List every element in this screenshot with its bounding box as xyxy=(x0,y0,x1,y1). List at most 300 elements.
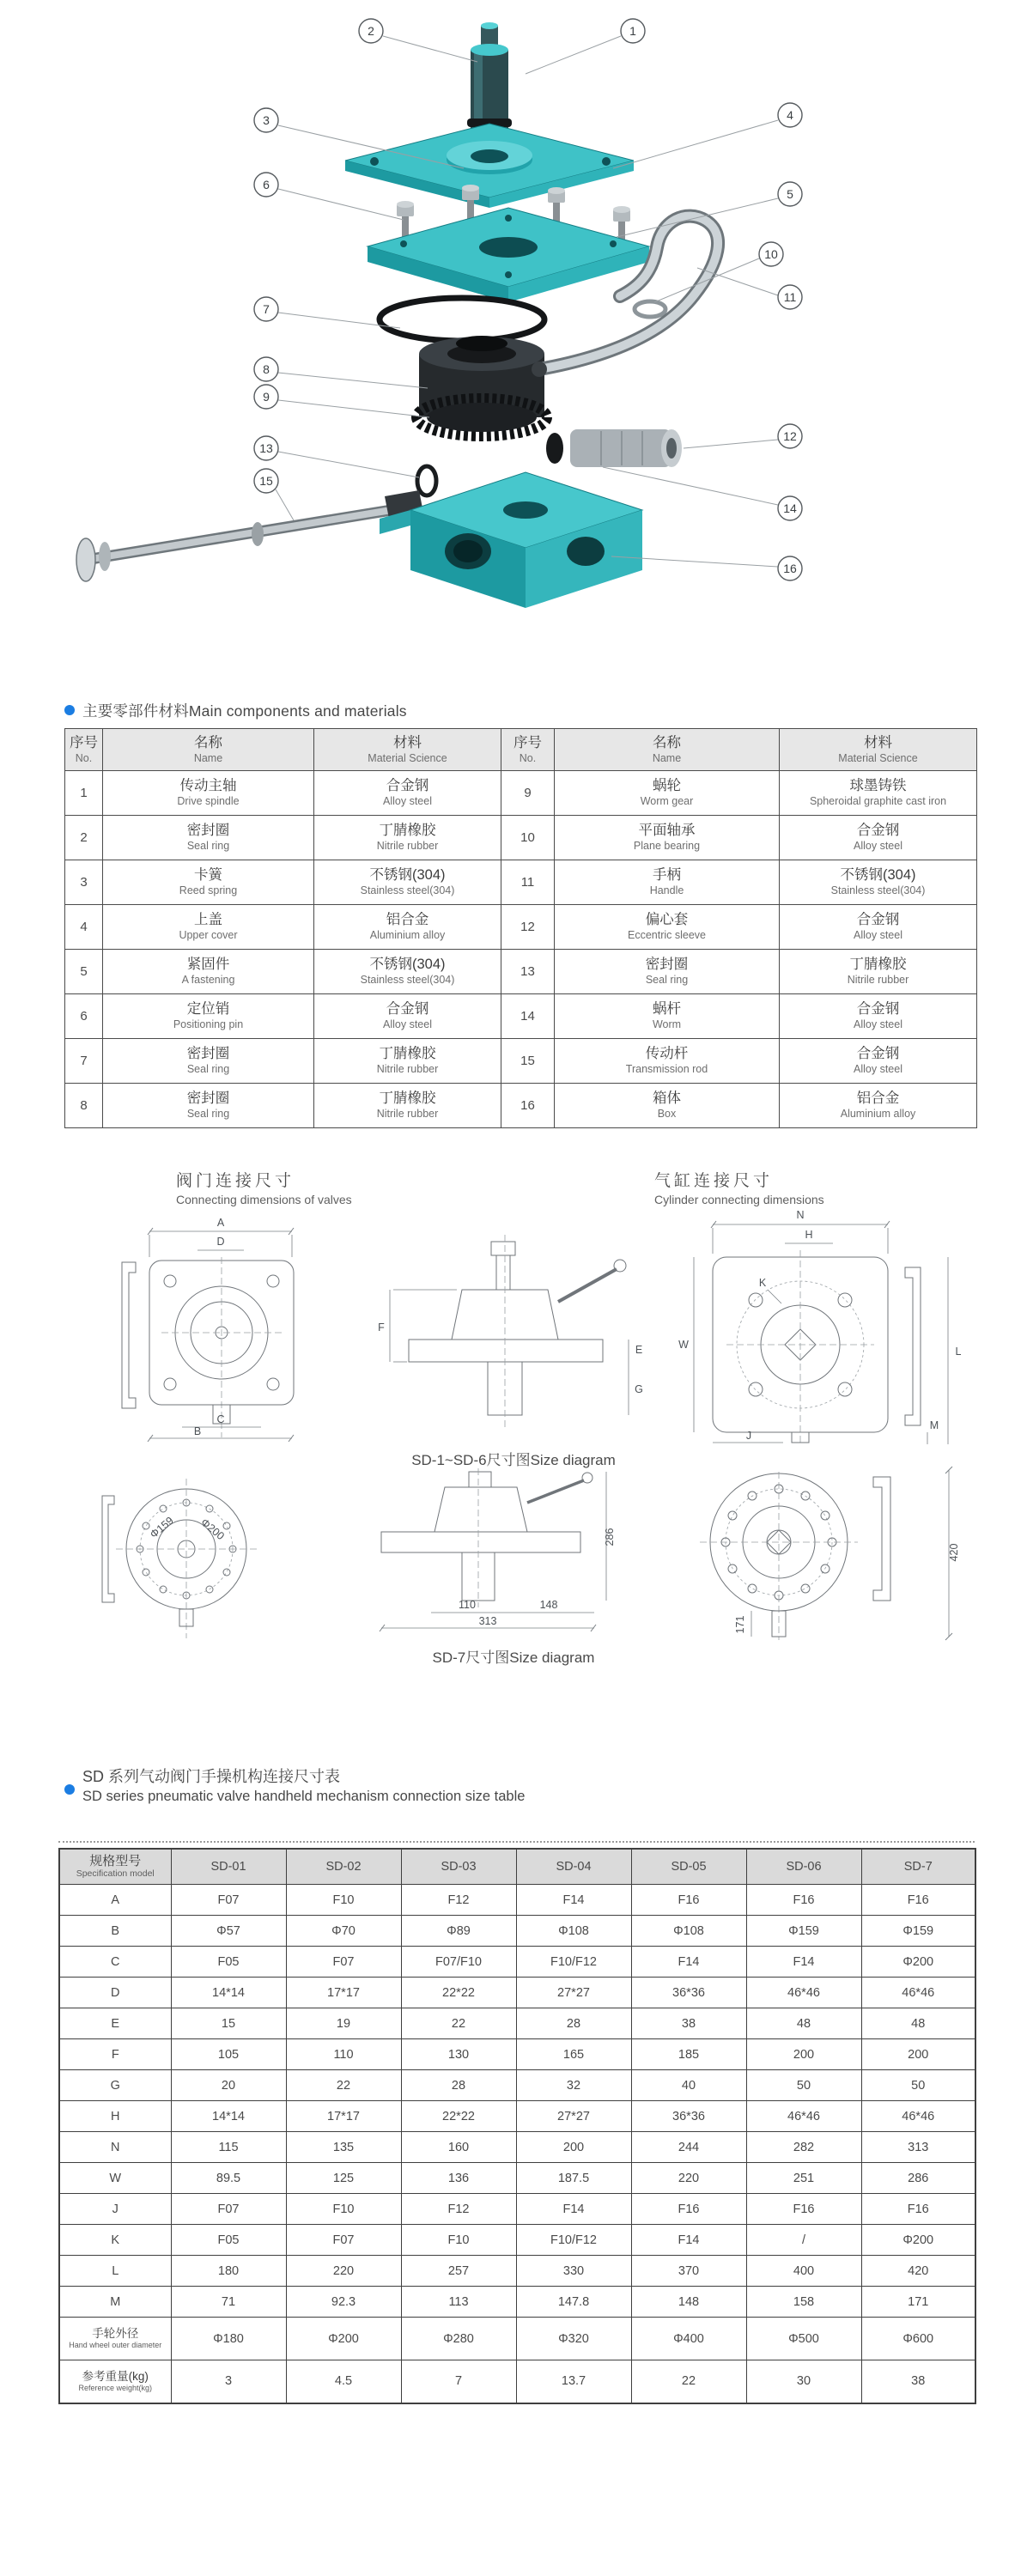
materials-row xyxy=(65,816,977,860)
size-cell: 113 xyxy=(401,2287,516,2318)
size-table-row xyxy=(59,2039,975,2070)
o-ring-part xyxy=(380,298,544,341)
callout-14 xyxy=(778,496,802,520)
size-cell: F05 xyxy=(171,1947,286,1978)
size-cell: 36*36 xyxy=(631,1978,746,2008)
name-cell-left: 紧固件 A fastening xyxy=(103,950,314,994)
svg-text:286: 286 xyxy=(604,1528,616,1546)
name-cell-right: 偏心套 Eccentric sleeve xyxy=(555,905,780,950)
size-row-label: C xyxy=(59,1947,171,1978)
callout-1 xyxy=(621,19,645,43)
material-cell-left: 不锈钢(304) Stainless steel(304) xyxy=(314,860,501,905)
size-cell: Φ70 xyxy=(286,1916,401,1947)
size-cell: Φ180 xyxy=(171,2318,286,2360)
header-name-right: 名称 Name xyxy=(555,729,780,771)
callout-5 xyxy=(778,182,802,206)
svg-text:13: 13 xyxy=(259,441,273,455)
size-cell: 22*22 xyxy=(401,1978,516,2008)
model-header-sd02: SD-02 xyxy=(286,1849,401,1885)
size-cell: 22 xyxy=(286,2070,401,2101)
name-cell-left: 传动主轴 Drive spindle xyxy=(103,771,314,816)
size-row-label: K xyxy=(59,2225,171,2256)
svg-text:M: M xyxy=(929,1419,939,1431)
header-name-left: 名称 Name xyxy=(103,729,314,771)
size-cell: 22 xyxy=(401,2008,516,2039)
svg-text:148: 148 xyxy=(539,1599,558,1611)
size-cell: Φ159 xyxy=(861,1916,975,1947)
size-table-row xyxy=(59,1885,975,1916)
materials-row xyxy=(65,860,977,905)
size-row-label: B xyxy=(59,1916,171,1947)
size-cell: Φ200 xyxy=(861,2225,975,2256)
size-cell: 105 xyxy=(171,2039,286,2070)
size-row-label: F xyxy=(59,2039,171,2070)
materials-row xyxy=(65,1039,977,1084)
size-table-row xyxy=(59,2132,975,2163)
size-cell: 50 xyxy=(861,2070,975,2101)
size-cell: F12 xyxy=(401,2194,516,2225)
size-cell: / xyxy=(746,2225,861,2256)
size-cell: 28 xyxy=(516,2008,631,2039)
size-row-label: N xyxy=(59,2132,171,2163)
material-cell-left: 不锈钢(304) Stainless steel(304) xyxy=(314,950,501,994)
size-cell: F16 xyxy=(861,2194,975,2225)
size-cell: 200 xyxy=(861,2039,975,2070)
svg-text:3: 3 xyxy=(263,113,270,127)
svg-text:B: B xyxy=(193,1425,202,1437)
size-cell: 370 xyxy=(631,2256,746,2287)
svg-text:Φ159: Φ159 xyxy=(148,1514,176,1541)
svg-text:D: D xyxy=(216,1236,225,1248)
size-cell: 27*27 xyxy=(516,2101,631,2132)
svg-text:4: 4 xyxy=(787,108,793,122)
material-cell-right: 合金钢 Alloy steel xyxy=(780,994,977,1039)
materials-header-row xyxy=(65,729,977,771)
size-cell: 165 xyxy=(516,2039,631,2070)
size-table xyxy=(58,1848,976,2404)
size-table-title-zh: SD 系列气动阀门手操机构连接尺寸表 xyxy=(82,1768,341,1785)
svg-text:9: 9 xyxy=(263,390,270,404)
svg-text:12: 12 xyxy=(783,429,797,443)
svg-text:A: A xyxy=(216,1217,225,1229)
svg-text:G: G xyxy=(635,1383,643,1395)
model-header-sd7: SD-7 xyxy=(861,1849,975,1885)
size-row-label: D xyxy=(59,1978,171,2008)
size-cell: Φ400 xyxy=(631,2318,746,2360)
size-cell: 220 xyxy=(286,2256,401,2287)
size-cell: 330 xyxy=(516,2256,631,2287)
size-table-row xyxy=(59,2256,975,2287)
size-cell: 200 xyxy=(516,2132,631,2163)
size-cell: 30 xyxy=(746,2360,861,2403)
size-row-label: J xyxy=(59,2194,171,2225)
size-cell: 22 xyxy=(631,2360,746,2403)
callout-9 xyxy=(254,385,278,409)
size-cell: 286 xyxy=(861,2163,975,2194)
size-table-header-row xyxy=(59,1849,975,1885)
size-cell: 313 xyxy=(861,2132,975,2163)
size-cell: 130 xyxy=(401,2039,516,2070)
size-cell: F14 xyxy=(746,1947,861,1978)
no-cell-right: 14 xyxy=(501,994,555,1039)
svg-text:2: 2 xyxy=(368,24,374,38)
materials-table xyxy=(64,728,977,1128)
callout-8 xyxy=(254,357,278,381)
size-cell: 160 xyxy=(401,2132,516,2163)
size-cell: F12 xyxy=(401,1885,516,1916)
model-header-sd06: SD-06 xyxy=(746,1849,861,1885)
size-cell: 50 xyxy=(746,2070,861,2101)
size-cell: 244 xyxy=(631,2132,746,2163)
size-table-row xyxy=(59,2194,975,2225)
cylinder-dims-title-en: Cylinder connecting dimensions xyxy=(654,1193,824,1206)
materials-row xyxy=(65,994,977,1039)
size-cell: 27*27 xyxy=(516,1978,631,2008)
header-mat-left: 材料 Material Science xyxy=(314,729,501,771)
size-cell: 7 xyxy=(401,2360,516,2403)
name-cell-right: 蜗轮 Worm gear xyxy=(555,771,780,816)
size-cell: 125 xyxy=(286,2163,401,2194)
size-cell: F10/F12 xyxy=(516,1947,631,1978)
size-cell: 28 xyxy=(401,2070,516,2101)
size-cell: Φ57 xyxy=(171,1916,286,1947)
sd1-sd6-caption: SD-1~SD-6尺寸图Size diagram xyxy=(411,1452,616,1468)
size-row-label: G xyxy=(59,2070,171,2101)
svg-text:7: 7 xyxy=(263,302,270,316)
materials-title-en: Main components and materials xyxy=(188,702,407,720)
materials-row xyxy=(65,905,977,950)
flange-plate-part xyxy=(368,208,649,302)
name-cell-right: 手柄 Handle xyxy=(555,860,780,905)
size-cell: F14 xyxy=(516,1885,631,1916)
no-cell-left: 6 xyxy=(65,994,103,1039)
svg-text:1: 1 xyxy=(629,24,636,38)
no-cell-left: 7 xyxy=(65,1039,103,1084)
size-cell: 89.5 xyxy=(171,2163,286,2194)
size-cell: F16 xyxy=(746,1885,861,1916)
svg-text:J: J xyxy=(745,1430,752,1442)
size-cell: 17*17 xyxy=(286,2101,401,2132)
exploded-diagram xyxy=(0,0,1027,696)
transmission-rod-part xyxy=(76,490,423,581)
size-cell: Φ200 xyxy=(286,2318,401,2360)
material-cell-right: 丁腈橡胶 Nitrile rubber xyxy=(780,950,977,994)
eccentric-sleeve-part xyxy=(546,429,682,467)
material-cell-left: 铝合金 Aluminium alloy xyxy=(314,905,501,950)
cylinder-dims-title-zh: 气缸连接尺寸 xyxy=(654,1172,774,1190)
svg-text:N: N xyxy=(796,1209,805,1221)
size-table-row xyxy=(59,2163,975,2194)
size-cell: F07 xyxy=(171,1885,286,1916)
size-cell: 115 xyxy=(171,2132,286,2163)
size-cell: F16 xyxy=(746,2194,861,2225)
svg-text:C: C xyxy=(216,1413,225,1425)
material-cell-right: 合金钢 Alloy steel xyxy=(780,1039,977,1084)
material-cell-left: 合金钢 Alloy steel xyxy=(314,771,501,816)
size-cell: 282 xyxy=(746,2132,861,2163)
size-row-label: W xyxy=(59,2163,171,2194)
size-cell: Φ108 xyxy=(516,1916,631,1947)
materials-table-body xyxy=(65,771,977,1128)
size-cell: F16 xyxy=(631,2194,746,2225)
bullet-icon xyxy=(64,705,75,715)
size-cell: 48 xyxy=(746,2008,861,2039)
name-cell-right: 蜗杆 Worm xyxy=(555,994,780,1039)
callout-10 xyxy=(759,242,783,266)
actuator-section-drawing xyxy=(361,1212,653,1443)
plane-bearing-part xyxy=(635,301,665,317)
size-cell: F14 xyxy=(631,2225,746,2256)
no-cell-left: 3 xyxy=(65,860,103,905)
size-table-section-header xyxy=(64,1765,525,1807)
size-cell: 13.7 xyxy=(516,2360,631,2403)
size-cell: F10 xyxy=(286,1885,401,1916)
size-cell: F07 xyxy=(286,1947,401,1978)
size-cell: 22*22 xyxy=(401,2101,516,2132)
size-cell: F16 xyxy=(861,1885,975,1916)
size-row-label: H xyxy=(59,2101,171,2132)
name-cell-left: 上盖 Upper cover xyxy=(103,905,314,950)
size-table-row xyxy=(59,2360,975,2403)
size-cell: 14*14 xyxy=(171,2101,286,2132)
material-cell-left: 丁腈橡胶 Nitrile rubber xyxy=(314,816,501,860)
material-cell-right: 合金钢 Alloy steel xyxy=(780,905,977,950)
no-cell-right: 13 xyxy=(501,950,555,994)
cylinder-flange-drawing xyxy=(663,1202,972,1446)
size-cell: 46*46 xyxy=(861,1978,975,2008)
size-cell: 38 xyxy=(631,2008,746,2039)
materials-title-zh: 主要零部件材料 xyxy=(82,702,189,720)
size-cell: 36*36 xyxy=(631,2101,746,2132)
valve-dims-title-en: Connecting dimensions of valves xyxy=(176,1193,352,1206)
header-no-left: 序号 No. xyxy=(65,729,103,771)
material-cell-left: 丁腈橡胶 Nitrile rubber xyxy=(314,1039,501,1084)
size-cell: F07 xyxy=(171,2194,286,2225)
size-cell: Φ600 xyxy=(861,2318,975,2360)
no-cell-left: 4 xyxy=(65,905,103,950)
svg-text:11: 11 xyxy=(783,290,797,304)
svg-text:H: H xyxy=(805,1229,813,1241)
size-cell: 38 xyxy=(861,2360,975,2403)
sd7-valve-flange-drawing xyxy=(82,1470,288,1642)
callout-13 xyxy=(254,436,278,460)
callout-11 xyxy=(778,285,802,309)
size-cell: F10/F12 xyxy=(516,2225,631,2256)
size-cell: 92.3 xyxy=(286,2287,401,2318)
size-cell: 148 xyxy=(631,2287,746,2318)
svg-text:16: 16 xyxy=(783,562,797,575)
size-cell: 251 xyxy=(746,2163,861,2194)
size-cell: Φ320 xyxy=(516,2318,631,2360)
svg-text:420: 420 xyxy=(948,1543,960,1562)
svg-text:110: 110 xyxy=(459,1599,476,1611)
size-cell: Φ280 xyxy=(401,2318,516,2360)
materials-row xyxy=(65,1084,977,1128)
size-table-row xyxy=(59,1978,975,2008)
size-cell: 171 xyxy=(861,2287,975,2318)
size-table-row xyxy=(59,2287,975,2318)
materials-section-header xyxy=(64,700,407,721)
size-cell: 32 xyxy=(516,2070,631,2101)
size-row-label: A xyxy=(59,1885,171,1916)
name-cell-left: 定位销 Positioning pin xyxy=(103,994,314,1039)
svg-text:6: 6 xyxy=(263,178,270,191)
valve-flange-drawing xyxy=(96,1212,328,1443)
svg-text:K: K xyxy=(758,1277,767,1289)
callout-3 xyxy=(254,108,278,132)
divider xyxy=(58,1841,975,1843)
size-cell: 180 xyxy=(171,2256,286,2287)
valve-dims-title xyxy=(176,1168,352,1206)
material-cell-right: 铝合金 Aluminium alloy xyxy=(780,1084,977,1128)
size-cell: F05 xyxy=(171,2225,286,2256)
name-cell-right: 箱体 Box xyxy=(555,1084,780,1128)
size-table-row xyxy=(59,2070,975,2101)
svg-text:14: 14 xyxy=(783,501,797,515)
svg-text:8: 8 xyxy=(263,362,270,376)
size-cell: 46*46 xyxy=(746,1978,861,2008)
name-cell-left: 密封圈 Seal ring xyxy=(103,816,314,860)
size-table-title-en: SD series pneumatic valve handheld mechanism connection size table xyxy=(82,1789,526,1805)
size-cell: F14 xyxy=(516,2194,631,2225)
size-table-section-title xyxy=(82,1765,525,1807)
svg-text:E: E xyxy=(635,1344,643,1356)
size-cell: 110 xyxy=(286,2039,401,2070)
callout-16 xyxy=(778,556,802,580)
size-cell: 4.5 xyxy=(286,2360,401,2403)
size-cell: Φ89 xyxy=(401,1916,516,1947)
size-cell: 48 xyxy=(861,2008,975,2039)
svg-text:W: W xyxy=(678,1339,689,1351)
size-cell: 220 xyxy=(631,2163,746,2194)
svg-text:171: 171 xyxy=(734,1615,746,1634)
size-cell: 14*14 xyxy=(171,1978,286,2008)
size-row-label: 手轮外径 Hand wheel outer diameter xyxy=(59,2318,171,2360)
no-cell-right: 9 xyxy=(501,771,555,816)
size-row-label: M xyxy=(59,2287,171,2318)
size-cell: 46*46 xyxy=(746,2101,861,2132)
seal-ring-part xyxy=(417,466,436,495)
bullet-icon xyxy=(64,1784,75,1795)
size-row-label: L xyxy=(59,2256,171,2287)
material-cell-right: 合金钢 Alloy steel xyxy=(780,816,977,860)
size-table-row xyxy=(59,2225,975,2256)
model-header-sd03: SD-03 xyxy=(401,1849,516,1885)
model-header-sd05: SD-05 xyxy=(631,1849,746,1885)
no-cell-right: 10 xyxy=(501,816,555,860)
size-cell: F07/F10 xyxy=(401,1947,516,1978)
no-cell-left: 1 xyxy=(65,771,103,816)
size-cell: 15 xyxy=(171,2008,286,2039)
size-cell: 187.5 xyxy=(516,2163,631,2194)
size-cell: F16 xyxy=(631,1885,746,1916)
size-table-row xyxy=(59,1916,975,1947)
sd7-cylinder-flange-drawing xyxy=(648,1458,975,1643)
size-cell: 46*46 xyxy=(861,2101,975,2132)
name-cell-right: 平面轴承 Plane bearing xyxy=(555,816,780,860)
size-table-row xyxy=(59,1947,975,1978)
no-cell-left: 5 xyxy=(65,950,103,994)
size-cell: 136 xyxy=(401,2163,516,2194)
size-row-label: E xyxy=(59,2008,171,2039)
size-cell: 185 xyxy=(631,2039,746,2070)
size-cell: 400 xyxy=(746,2256,861,2287)
size-cell: 135 xyxy=(286,2132,401,2163)
model-header-sd01: SD-01 xyxy=(171,1849,286,1885)
size-table-corner: 规格型号 Specification model xyxy=(59,1849,171,1885)
size-cell: 158 xyxy=(746,2287,861,2318)
sd7-caption: SD-7尺寸图Size diagram xyxy=(432,1649,595,1666)
exploded-assembly xyxy=(76,22,718,608)
header-no-right: 序号 No. xyxy=(501,729,555,771)
svg-text:313: 313 xyxy=(478,1615,497,1627)
size-cell: 3 xyxy=(171,2360,286,2403)
no-cell-right: 12 xyxy=(501,905,555,950)
size-cell: 20 xyxy=(171,2070,286,2101)
size-cell: 40 xyxy=(631,2070,746,2101)
size-cell: F14 xyxy=(631,1947,746,1978)
svg-text:15: 15 xyxy=(259,474,273,488)
size-row-label: 参考重量(kg) Reference weight(kg) xyxy=(59,2360,171,2403)
size-cell: 17*17 xyxy=(286,1978,401,2008)
valve-dims-title-zh: 阀门连接尺寸 xyxy=(176,1172,295,1190)
svg-text:F: F xyxy=(378,1321,385,1334)
svg-text:5: 5 xyxy=(787,187,793,201)
header-mat-right: 材料 Material Science xyxy=(780,729,977,771)
no-cell-left: 2 xyxy=(65,816,103,860)
name-cell-left: 密封圈 Seal ring xyxy=(103,1039,314,1084)
callout-15 xyxy=(254,469,278,493)
size-cell: 147.8 xyxy=(516,2287,631,2318)
worm-gear-part xyxy=(416,336,547,436)
size-cell: Φ108 xyxy=(631,1916,746,1947)
svg-text:Φ200: Φ200 xyxy=(198,1516,227,1543)
materials-row xyxy=(65,950,977,994)
callout-12 xyxy=(778,424,802,448)
size-cell: Φ200 xyxy=(861,1947,975,1978)
svg-text:10: 10 xyxy=(764,247,778,261)
material-cell-left: 丁腈橡胶 Nitrile rubber xyxy=(314,1084,501,1128)
size-cell: 257 xyxy=(401,2256,516,2287)
size-cell: F10 xyxy=(401,2225,516,2256)
name-cell-right: 传动杆 Transmission rod xyxy=(555,1039,780,1084)
size-cell: Φ159 xyxy=(746,1916,861,1947)
no-cell-left: 8 xyxy=(65,1084,103,1128)
name-cell-right: 密封圈 Seal ring xyxy=(555,950,780,994)
no-cell-right: 15 xyxy=(501,1039,555,1084)
size-table-row xyxy=(59,2318,975,2360)
size-cell: 19 xyxy=(286,2008,401,2039)
size-cell: 71 xyxy=(171,2287,286,2318)
name-cell-left: 密封圈 Seal ring xyxy=(103,1084,314,1128)
size-cell: Φ500 xyxy=(746,2318,861,2360)
material-cell-right: 不锈钢(304) Stainless steel(304) xyxy=(780,860,977,905)
no-cell-right: 11 xyxy=(501,860,555,905)
materials-row xyxy=(65,771,977,816)
size-table-body xyxy=(59,1885,975,2403)
size-table-row xyxy=(59,2008,975,2039)
material-cell-right: 球墨铸铁 Spheroidal graphite cast iron xyxy=(780,771,977,816)
size-cell: F10 xyxy=(286,2194,401,2225)
materials-section-title xyxy=(82,700,407,721)
cylinder-dims-title xyxy=(654,1168,824,1206)
callout-7 xyxy=(254,297,278,321)
material-cell-left: 合金钢 Alloy steel xyxy=(314,994,501,1039)
upper-cover-part xyxy=(345,124,634,208)
callout-2 xyxy=(359,19,383,43)
sd7-section-drawing xyxy=(335,1465,618,1642)
callout-6 xyxy=(254,173,278,197)
